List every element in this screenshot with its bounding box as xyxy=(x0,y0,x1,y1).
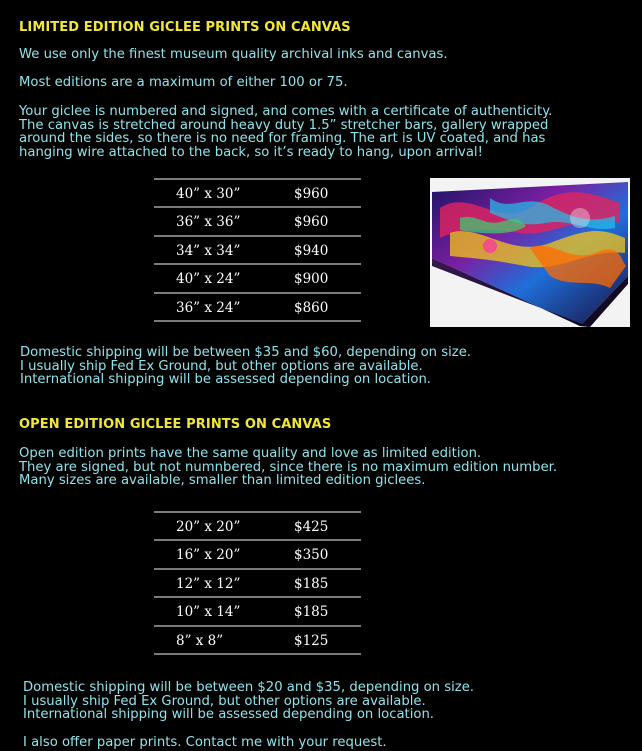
price-row xyxy=(154,294,361,322)
canvas-artwork-image xyxy=(430,178,630,327)
paper-prints-note: I also offer paper prints. Contact me with your request. xyxy=(23,735,387,750)
limited-price-table xyxy=(154,178,361,322)
open-description-line: Open edition prints have the same quality and love as limited edition. xyxy=(19,446,482,461)
price-size: 34” x 34” xyxy=(176,242,241,259)
price-amount: $900 xyxy=(294,271,329,288)
limited-description-line: around the sides, so there is no need for framing. The art is UV coated, and has xyxy=(19,131,546,146)
limited-shipping-info xyxy=(20,346,471,387)
price-amount: $940 xyxy=(294,242,329,259)
price-size: 20” x 20” xyxy=(176,519,241,535)
open-shipping-info xyxy=(23,681,474,722)
price-size: 16” x 20” xyxy=(176,547,241,564)
price-amount: $860 xyxy=(294,299,329,316)
price-size: 10” x 14” xyxy=(176,604,241,621)
price-row xyxy=(154,541,361,569)
price-size: 40” x 30” xyxy=(176,186,241,202)
price-amount: $125 xyxy=(294,632,329,649)
limited-description-line: The canvas is stretched around heavy duty 1.5” stretcher bars, gallery wrapped xyxy=(19,117,549,133)
price-amount: $960 xyxy=(294,214,329,231)
shipping-line: Domestic shipping will be between $20 and $35, depending on size. xyxy=(23,680,474,695)
shipping-line: Domestic shipping will be between $35 and $60, depending on size. xyxy=(20,345,471,360)
limited-description-line: Your giclee is numbered and signed, and comes with a certificate of authenticity. xyxy=(19,104,553,119)
price-size: 36” x 24” xyxy=(176,299,241,316)
price-row xyxy=(154,513,361,541)
price-row xyxy=(154,627,361,655)
price-size: 36” x 36” xyxy=(176,214,241,231)
open-description-line: They are signed, but not numnbered, since there is no maximum edition number. xyxy=(19,459,558,475)
price-amount: $185 xyxy=(294,575,329,592)
price-size: 8” x 8” xyxy=(176,632,224,649)
price-amount: $425 xyxy=(294,519,329,535)
open-edition-heading: OPEN EDITION GICLEE PRINTS ON CANVAS xyxy=(19,417,332,432)
price-amount: $185 xyxy=(294,604,329,621)
price-row xyxy=(154,208,361,236)
price-row xyxy=(154,237,361,265)
price-row xyxy=(154,570,361,598)
limited-intro-inks: We use only the finest museum quality archival inks and canvas. xyxy=(19,47,448,62)
open-description xyxy=(19,447,557,488)
limited-description-line: hanging wire attached to the back, so it’s ready to hang, upon arrival! xyxy=(19,144,483,160)
price-size: 12” x 12” xyxy=(176,575,241,592)
open-price-table xyxy=(154,511,361,655)
limited-edition-heading: LIMITED EDITION GICLEE PRINTS ON CANVAS xyxy=(19,20,351,35)
price-amount: $960 xyxy=(294,186,329,202)
open-description-line: Many sizes are available, smaller than limited edition giclees. xyxy=(19,473,426,488)
canvas-sample-photo xyxy=(430,178,630,327)
price-row xyxy=(154,598,361,626)
price-amount: $350 xyxy=(294,547,329,564)
price-row xyxy=(154,265,361,293)
shipping-line: I usually ship Fed Ex Ground, but other options are available. xyxy=(23,693,426,709)
shipping-line: International shipping will be assessed depending on location. xyxy=(20,372,431,387)
price-row xyxy=(154,180,361,208)
limited-intro-editions: Most editions are a maximum of either 100 or 75. xyxy=(19,75,348,90)
limited-description xyxy=(19,105,552,159)
shipping-line: I usually ship Fed Ex Ground, but other options are available. xyxy=(20,358,423,374)
price-size: 40” x 24” xyxy=(176,271,241,288)
shipping-line: International shipping will be assessed depending on location. xyxy=(23,707,434,722)
